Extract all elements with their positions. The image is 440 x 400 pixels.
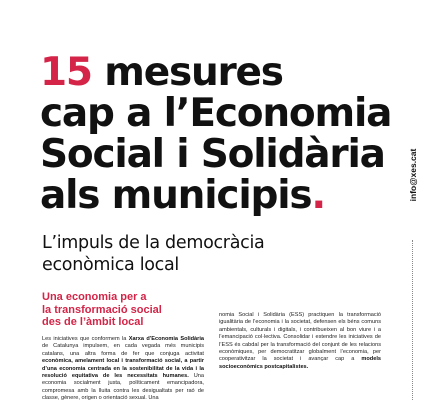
column1-bold-a: Xarxa d’Economia Solidària [128,336,204,342]
section-heading [42,291,162,329]
headline-number: 15 [40,50,92,95]
column1-bold-b: econòmica, amelament local i transformació social, a partir d’una economia centrada en la sostenibilitat de la vida i la resolució equitativa de les necessitats humanes. [42,358,204,380]
page-title [40,52,391,216]
section-heading-line-2: la transformació social [42,303,162,316]
body-column-1 [42,336,204,400]
headline-line-1-rest: mesures [91,50,283,95]
column1-paragraph [42,336,204,400]
column2-paragraph [219,312,381,371]
headline-line-2: cap a l’Economia [40,91,392,136]
subtitle-line-2: econòmica local [42,255,179,275]
body-column-2 [219,312,381,400]
column2-bold-a: models socioeconòmics postcapitalistes. [219,356,381,370]
column1-text-c: Una economia socialment justa, políticament emancipadora, compromesa amb la lluita contra les desigualtats per raó de classe, gènere, origen o orientació sexual. Una [42,373,204,400]
side-email-link[interactable]: info@xes.cat [408,148,418,202]
headline-period: . [311,173,326,218]
headline-line-4-text: als municipis [40,173,312,218]
section-heading-line-1: Una economia per a [42,291,147,303]
headline-line-3: Social i Solidària [40,132,385,177]
column1-text-b: de Catalunya impulsem, en cada vegada més municipis catalans, una altra forma de fer que conjuga activitat [42,343,204,357]
section-heading-line-3: des de l’àmbit local [42,316,144,328]
side-divider [412,240,413,400]
headline-line-1 [40,50,283,95]
side-email [405,120,421,230]
column1-text-a: Les iniciatives que conformem la [42,336,129,342]
headline-line-4 [40,173,325,218]
column2-text-a: nomia Social i Solidària (ESS) practiquen la transformació igualitària de l’economia i la societat, defensen els béns comuns ambientals, culturals i digitals, i contribueixen al bon viure i a l’emancipació col·lectiva. Consolidar i estendre les iniciatives de l’ESS és cabdal per la transformació del conjunt de les relacions econòmiques, per democratitzar globalment l’economia, per cooperativitzar la societat i avançar cap a [219,312,381,363]
subtitle-line-1: L’impuls de la democràcia [42,233,265,253]
page-subtitle [42,232,264,276]
